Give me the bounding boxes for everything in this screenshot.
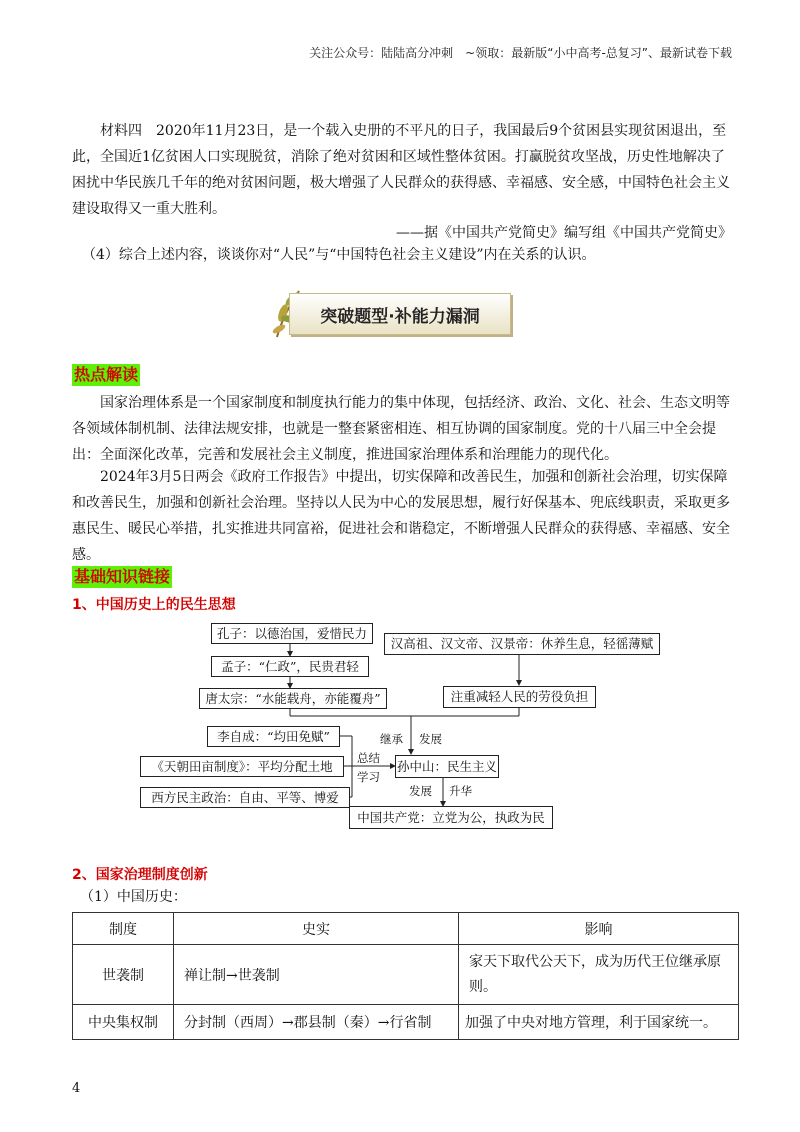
page-header: 关注公众号：陆陆高分冲刺 ~领取：最新版“小中高考-总复习”、最新试卷下载 [309,46,732,60]
flow-box-reduce-burden: 注重减轻人民的劳役负担 [443,686,596,708]
table-row [73,945,739,1005]
table-header-facts: 史实 [174,913,459,945]
section-banner [275,289,513,339]
flow-label-develop-2: 发展 [409,784,432,798]
subheading-livelihood: 1、中国历史上的民生思想 [72,597,236,613]
basics-heading: 基础知识链接 [74,567,171,586]
subheading-china-history: （1）中国历史： [80,889,187,905]
table-cell: 世袭制 [73,945,174,1005]
flow-box-han-emperors: 汉高祖、汉文帝、汉景帝：休养生息，轻徭薄赋 [384,633,660,655]
flow-box-tianchao: 《天朝田亩制度》：平均分配土地 [140,756,344,777]
flow-box-taizong: 唐太宗：“水能载舟，亦能覆舟” [199,688,387,709]
flow-label-sublimate: 升华 [449,784,472,798]
flow-label-develop: 发展 [419,732,442,746]
subheading-governance: 2、国家治理制度创新 [72,867,208,883]
table-cell: 中央集权制 [73,1005,174,1040]
flow-box-western-democracy: 西方民主政治：自由、平等、博爱 [140,787,350,808]
table-row [73,1005,739,1040]
page-number: 4 [72,1081,81,1096]
table-header-impact: 影响 [459,913,739,945]
material-source: ——据《中国共产党简史》编写组《中国共产党简史》 [396,225,732,241]
material-paragraph: 材料四 2020年11月23日，是一个载入史册的不平凡的日子，我国最后9个贫困县实现贫困退出，至此，全国近1亿贫困人口实现脱贫，消除了绝对贫困和区域性整体贫困。打赢脱贫攻坚战，历史性地解决了困扰中华民族几千年的绝对贫困问题，极大增强了人民群众的获得感、幸福感、安全感，中国特色社会主义建设取得又一重大胜利。 [72,123,730,217]
table-cell: 加强了中央对地方管理，利于国家统一。 [459,1005,739,1040]
flow-box-kongzi: 孔子：以德治国，爱惜民力 [211,623,373,644]
table-header-system: 制度 [73,913,174,945]
flow-box-sun-zhongshan: 孙中山：民生主义 [395,755,499,778]
flow-box-cpc: 中国共产党：立党为公，执政为民 [349,806,553,829]
hotspot-paragraph-2: 2024年3月5日两会《政府工作报告》中提出，切实保障和改善民生，加强和创新社会治理，切实保障和改善民生，加强和创新社会治理。坚持以人民为中心的发展思想，履行好保基本、兜底线职责，采取更多惠民生、暖民心举措，扎实推进共同富裕，促进社会和谐稳定，不断增强人民群众的获得感、幸福感、安全感。 [72,469,730,563]
table-cell: 家天下取代公天下，成为历代王位继承原则。 [459,945,739,1005]
flow-label-inherit: 继承 [380,732,403,746]
table-header-row [73,913,739,945]
flow-box-lizicheng: 李自成：“均田免赋” [207,726,340,747]
governance-table [72,912,739,1040]
flow-box-mengzi: 孟子：“仁政”，民贵君轻 [211,656,369,677]
table-cell: 分封制（西周）→郡县制（秦）→行省制 [174,1005,459,1040]
flow-label-summary: 总结 [357,751,380,765]
banner-title: 突破题型·补能力漏洞 [289,293,511,335]
hotspot-heading: 热点解读 [74,365,139,384]
flow-label-learn: 学习 [357,770,380,784]
question-4: （4）综合上述内容，谈谈你对“人民”与“中国特色社会主义建设”内在关系的认识。 [82,247,596,263]
table-cell: 禅让制→世袭制 [174,945,459,1005]
hotspot-paragraph-1: 国家治理体系是一个国家制度和制度执行能力的集中体现，包括经济、政治、文化、社会、生态文明等各领域体制机制、法律法规安排，也就是一整套紧密相连、相互协调的国家制度。党的十八届三中全会提出：全面深化改革，完善和发展社会主义制度，推进国家治理体系和治理能力的现代化。 [72,395,730,463]
